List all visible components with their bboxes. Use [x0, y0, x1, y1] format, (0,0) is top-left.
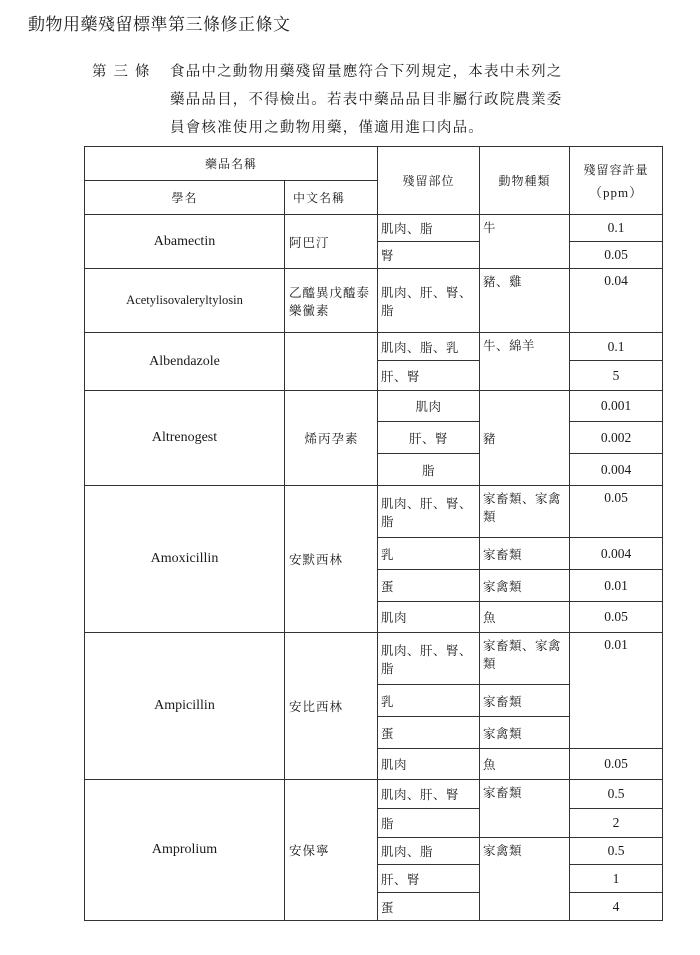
scientific-name: Altrenogest — [85, 391, 285, 486]
tolerance-value: 0.05 — [570, 602, 663, 633]
tolerance-value: 0.1 — [570, 215, 663, 242]
residue-table — [84, 146, 663, 921]
residue-part: 肌肉、肝、腎 — [378, 780, 480, 809]
residue-part: 肝、腎 — [378, 422, 480, 454]
article-text — [92, 58, 672, 142]
animal-species: 家畜類、家禽類 — [480, 633, 570, 685]
table-row — [85, 269, 663, 333]
animal-species: 家畜類 — [480, 538, 570, 570]
residue-part: 肝、腎 — [378, 361, 480, 391]
animal-species: 家畜類 — [480, 780, 570, 838]
chinese-name: 阿巴汀 — [285, 215, 378, 269]
residue-part: 蛋 — [378, 893, 480, 921]
header-tolerance-unit: （ppm） — [588, 184, 644, 200]
article-line-2: 藥品品目，不得檢出。若表中藥品品目非屬行政院農業委 — [170, 92, 563, 108]
scientific-name: Abamectin — [85, 215, 285, 269]
tolerance-value: 0.01 — [570, 633, 663, 749]
chinese-name: 安默西林 — [285, 486, 378, 633]
tolerance-value: 2 — [570, 809, 663, 838]
article-number: 第 三 條 — [92, 64, 151, 80]
residue-part: 脂 — [378, 809, 480, 838]
tolerance-value: 0.001 — [570, 391, 663, 422]
tolerance-value: 0.002 — [570, 422, 663, 454]
residue-part: 腎 — [378, 242, 480, 269]
article-line-3: 員會核准使用之動物用藥，僅適用進口肉品。 — [170, 120, 484, 136]
chinese-name: 乙醯異戊醯泰樂黴素 — [285, 269, 378, 333]
tolerance-value: 4 — [570, 893, 663, 921]
tolerance-value: 0.05 — [570, 242, 663, 269]
residue-part: 肌肉、肝、腎、脂 — [378, 633, 480, 685]
scientific-name: Albendazole — [85, 333, 285, 391]
table-row — [85, 633, 663, 685]
scientific-name: Acetylisovaleryltylosin — [85, 269, 285, 333]
article-line-1 — [92, 58, 672, 86]
header-scientific-name: 學名 — [85, 181, 285, 215]
tolerance-value: 0.004 — [570, 538, 663, 570]
tolerance-value: 0.5 — [570, 780, 663, 809]
scientific-name: Amprolium — [85, 780, 285, 921]
table-row — [85, 486, 663, 538]
tolerance-value: 1 — [570, 865, 663, 893]
chinese-name: 烯丙孕素 — [285, 391, 378, 486]
residue-part: 肌肉 — [378, 391, 480, 422]
table-row — [85, 333, 663, 361]
tolerance-value: 0.04 — [570, 269, 663, 333]
tolerance-value: 0.1 — [570, 333, 663, 361]
tolerance-value: 0.004 — [570, 454, 663, 486]
residue-part: 乳 — [378, 538, 480, 570]
header-chinese-name: 中文名稱 — [285, 181, 378, 215]
residue-part: 肌肉 — [378, 749, 480, 780]
page-title: 動物用藥殘留標準第三條修正條文 — [28, 15, 291, 35]
header-tolerance-label: 殘留容許量 — [583, 162, 649, 177]
animal-species: 魚 — [480, 602, 570, 633]
animal-species: 家畜類 — [480, 685, 570, 717]
residue-part: 肝、腎 — [378, 865, 480, 893]
tolerance-value: 5 — [570, 361, 663, 391]
animal-species: 家禽類 — [480, 717, 570, 749]
residue-part: 肌肉、脂、乳 — [378, 333, 480, 361]
header-drug-name: 藥品名稱 — [85, 147, 378, 181]
residue-part: 肌肉、脂 — [378, 215, 480, 242]
residue-part: 肌肉、肝、腎、脂 — [378, 269, 480, 333]
residue-part: 脂 — [378, 454, 480, 486]
chinese-name: 安保寧 — [285, 780, 378, 921]
animal-species: 家禽類 — [480, 570, 570, 602]
residue-part: 肌肉、肝、腎、脂 — [378, 486, 480, 538]
tolerance-value: 0.05 — [570, 486, 663, 538]
animal-species: 豬 — [480, 391, 570, 486]
residue-part: 蛋 — [378, 717, 480, 749]
header-tolerance — [570, 147, 663, 215]
scientific-name: Amoxicillin — [85, 486, 285, 633]
chinese-name — [285, 333, 378, 391]
header-animal-species: 動物種類 — [480, 147, 570, 215]
animal-species: 魚 — [480, 749, 570, 780]
table-row — [85, 215, 663, 242]
tolerance-value: 0.5 — [570, 838, 663, 865]
animal-species: 家禽類 — [480, 838, 570, 921]
scientific-name: Ampicillin — [85, 633, 285, 780]
animal-species: 豬、雞 — [480, 269, 570, 333]
table-row — [85, 780, 663, 809]
article-text-1: 食品中之動物用藥殘留量應符合下列規定，本表中未列之 — [170, 64, 563, 80]
animal-species: 牛 — [480, 215, 570, 269]
table-row — [85, 391, 663, 422]
residue-part: 蛋 — [378, 570, 480, 602]
residue-part: 乳 — [378, 685, 480, 717]
residue-part: 肌肉 — [378, 602, 480, 633]
animal-species: 牛、綿羊 — [480, 333, 570, 391]
animal-species: 家畜類、家禽類 — [480, 486, 570, 538]
residue-part: 肌肉、脂 — [378, 838, 480, 865]
tolerance-value: 0.01 — [570, 570, 663, 602]
chinese-name: 安比西林 — [285, 633, 378, 780]
header-residue-part: 殘留部位 — [378, 147, 480, 215]
tolerance-value: 0.05 — [570, 749, 663, 780]
